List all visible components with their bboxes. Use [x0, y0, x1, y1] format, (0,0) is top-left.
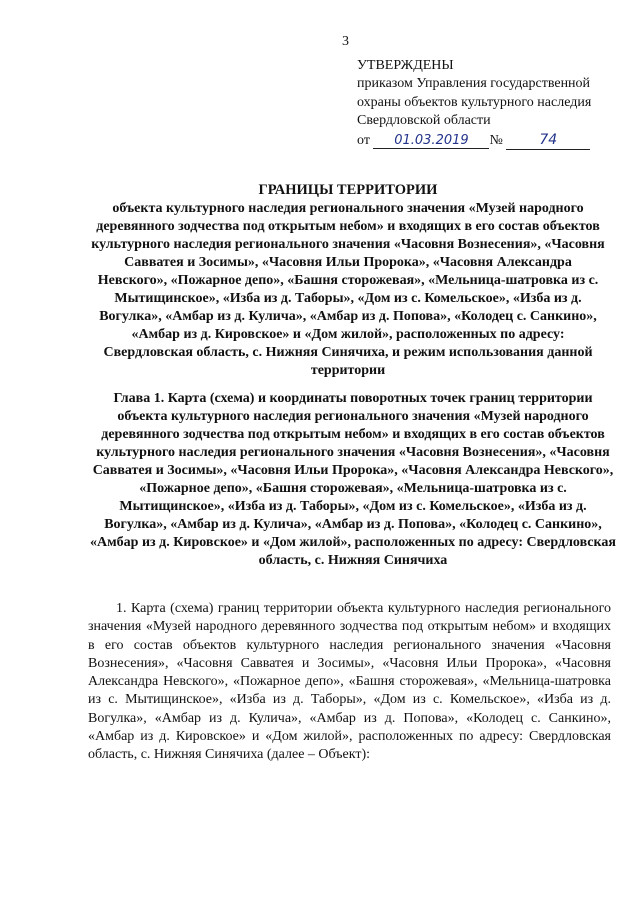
handwritten-number: 74 [539, 131, 558, 148]
approval-line-order: приказом Управления государственной [357, 76, 591, 92]
approval-date-line [357, 131, 591, 151]
paragraph-1: 1. Карта (схема) границ территории объекта культурного наследия регионального значения «Музей народного деревянного зодчества под открытым небом» и входящих в его состав объектов культурного наследия регионального значения «Часовня Вознесения», «Часовня Савватея и Зосимы», «Часовня Ильи Пророка», «Часовня Александра Невского», «Пожарное депо», «Башня сторожевая», «Мельница-шатровка из с. Мытищинское», «Изба из д. Таборы», «Дом из с. Комельское», «Изба из д. Вогулка», «Амбар из д. Кулича», «Амбар из д. Попова», «Колодец с. Санкино», «Амбар из д. Кировское» и «Дом жилой», расположенных по адресу: Свердловская область, с. Нижняя Синячиха (далее – Объект): [88, 601, 611, 763]
date-field [373, 131, 489, 149]
number-field [506, 132, 590, 150]
handwritten-date: 01.03.2019 [394, 132, 469, 148]
from-label: от [357, 132, 370, 148]
approval-heading: УТВЕРЖДЕНЫ [357, 58, 454, 73]
title-heading: ГРАНИЦЫ ТЕРРИТОРИИ [258, 182, 438, 198]
document-title [88, 181, 608, 380]
number-label: № [489, 132, 503, 148]
title-body: объекта культурного наследия регионального значения «Музей народного деревянного зодчества под открытым небом» и входящих в его состав объектов культурного наследия регионального значения «Часовня Вознесения», «Часовня Савватея и Зосимы», «Часовня Ильи Пророка», «Часовня Александра Невского», «Пожарное депо», «Башня сторожевая», «Мельница-шатровка из с. Мытищинское», «Изба из д. Таборы», «Дом из с. Комельское», «Изба из д. Вогулка», «Амбар из д. Кулича», «Амбар из д. Попова», «Колодец с. Санкино», «Амбар из д. Кировское» и «Дом жилой», расположенных по адресу: Свердловская область, с. Нижняя Синячиха, и режим использования данной территории [91, 201, 605, 378]
approval-line-region: Свердловской области [357, 113, 491, 129]
approval-stamp-block [357, 57, 591, 151]
chapter-heading: Глава 1. Карта (схема) и координаты поворотных точек границ территории объекта культурного наследия регионального значения «Музей народного деревянного зодчества под открытым небом» и входящих в его состав объектов культурного наследия регионального значения «Часовня Вознесения», «Часовня Савватея и Зосимы», «Часовня Ильи Пророка», «Часовня Александра Невского», «Пожарное депо», «Башня сторожевая», «Мельница-шатровка из с. Мытищинское», «Изба из д. Таборы», «Дом из с. Комельское», «Изба из д. Вогулка», «Амбар из д. Кулича», «Амбар из д. Попова», «Колодец с. Санкино», «Амбар из д. Кировское» и «Дом жилой», расположенных по адресу: Свердловская область, с. Нижняя Синячиха [90, 391, 616, 568]
approval-line-agency: охраны объектов культурного наследия [357, 94, 592, 110]
page-number: 3 [342, 34, 349, 49]
